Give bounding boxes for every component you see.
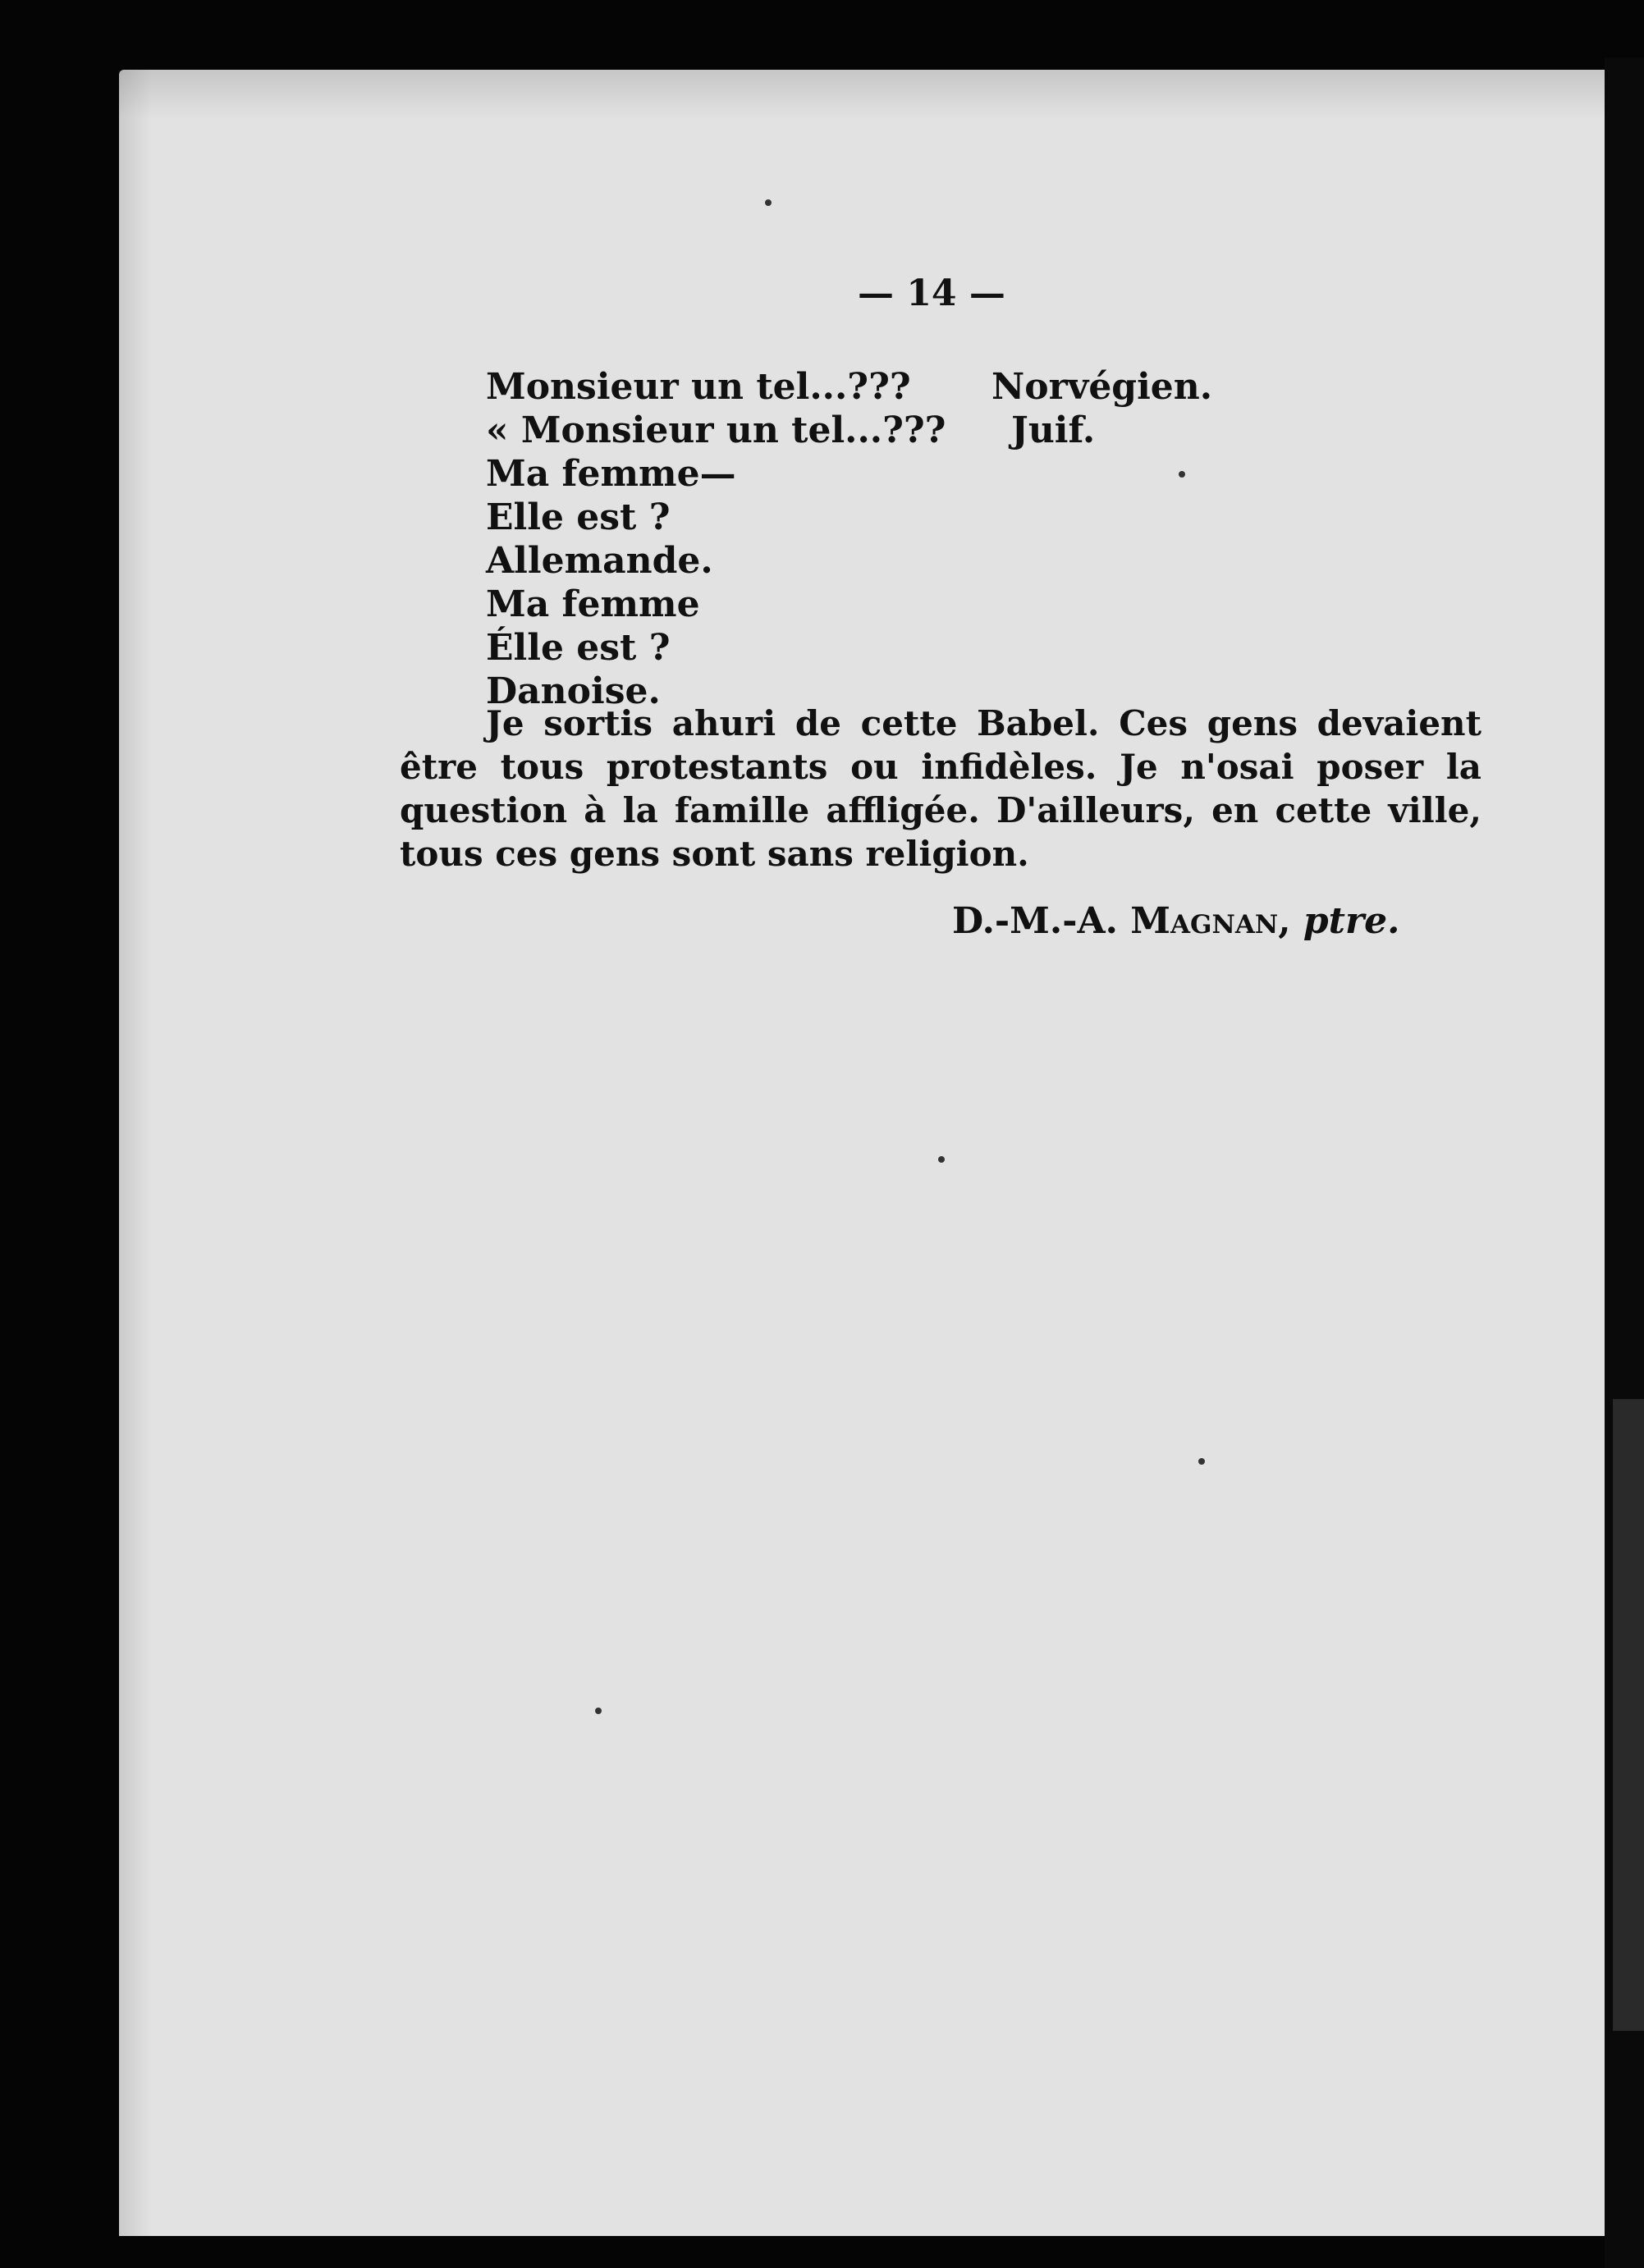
dust-speck: [1179, 471, 1185, 478]
dialogue-line: Élle est ?: [486, 627, 671, 669]
dialogue-line: Allemande.: [486, 540, 713, 582]
scan-edge-strip: [1613, 1399, 1644, 2031]
dialogue-line: Elle est ?: [486, 496, 671, 538]
dust-speck: [765, 199, 772, 206]
signature-surname: Magnan: [1130, 900, 1279, 942]
dialogue-line: Danoise.: [486, 670, 661, 712]
author-signature: D.-M.-A. Magnan, ptre.: [952, 900, 1400, 942]
dust-speck: [1198, 1458, 1205, 1465]
dialogue-line: Ma femme: [486, 583, 700, 625]
dialogue-nationality: Norvégien.: [991, 366, 1213, 408]
dust-speck: [938, 1156, 945, 1163]
dialogue-line: Ma femme—: [486, 453, 736, 495]
dialogue-line: Monsieur un tel...???: [486, 366, 911, 408]
signature-title: ptre.: [1303, 900, 1400, 942]
dust-speck: [595, 1708, 602, 1714]
page-number: — 14 —: [858, 272, 1005, 314]
dialogue-nationality: Juif.: [1011, 409, 1096, 451]
closing-paragraph: Je sortis ahuri de cette Babel. Ces gens devaient être tous protestants ou infidèles. Je n'osai poser la question à la famille affligée. D'ailleurs, en cette ville, tous ces gens sont sans religion.: [400, 703, 1481, 874]
signature-initials: D.-M.-A.: [952, 900, 1118, 942]
dialogue-line: « Monsieur un tel...???: [486, 409, 946, 451]
